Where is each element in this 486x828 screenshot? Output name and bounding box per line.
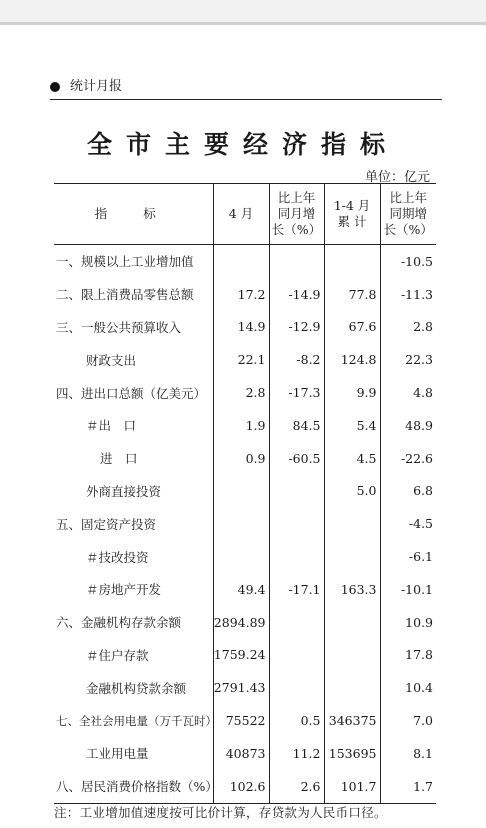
ytd-value: 77.8 — [324, 278, 380, 311]
april-growth: 0.5 — [269, 704, 324, 737]
unit-label: 单位：亿元 — [364, 170, 430, 185]
indicator-name: ＃住户存款 — [86, 647, 149, 663]
april-growth — [269, 671, 324, 704]
indicator-name: 五、固定资产投资 — [56, 516, 157, 532]
indicator-name: 七、全社会用电量（万千瓦时） — [56, 713, 217, 728]
april-value: 0.9 — [213, 442, 269, 475]
april-growth: 11.2 — [269, 737, 324, 770]
column-header-line: 同月增 — [277, 206, 316, 221]
ytd-value — [324, 507, 380, 540]
table-row — [54, 507, 436, 540]
ytd-value — [324, 540, 380, 573]
ytd-value: 4.5 — [324, 442, 380, 475]
indicator-name: 八、居民消费价格指数（%） — [54, 770, 213, 803]
april-growth — [269, 606, 324, 639]
table-row — [54, 639, 436, 672]
april-value: 22.1 — [213, 343, 269, 376]
ytd-growth: 2.8 — [380, 311, 436, 344]
column-header-line: 指 标 — [94, 206, 172, 221]
section-header — [50, 79, 442, 100]
ytd-value: 163.3 — [324, 573, 380, 606]
table-row — [54, 671, 436, 704]
column-header-ytd — [324, 184, 380, 245]
indicator-name: 工业用电量 — [86, 746, 149, 762]
april-value: 1759.24 — [213, 639, 269, 672]
ytd-growth: 8.1 — [380, 737, 436, 770]
april-growth — [269, 245, 324, 278]
indicator-name: ＃出 口 — [86, 418, 137, 434]
ytd-value — [324, 245, 380, 278]
ytd-growth: -10.5 — [380, 245, 436, 278]
indicator-name: 财政支出 — [86, 352, 137, 368]
ytd-growth: 22.3 — [380, 343, 436, 376]
april-growth: -12.9 — [269, 311, 324, 344]
section-title: 统计月报 — [70, 79, 123, 94]
april-growth: -60.5 — [269, 442, 324, 475]
ytd-value — [324, 606, 380, 639]
april-value: 102.6 — [213, 770, 269, 803]
ytd-growth: 10.9 — [380, 606, 436, 639]
indicators-table — [54, 183, 436, 804]
table-row — [54, 376, 436, 409]
ytd-value: 5.4 — [324, 409, 380, 442]
column-header-line: 长（%） — [383, 222, 433, 237]
april-value: 2.8 — [213, 376, 269, 409]
ytd-growth: -10.1 — [380, 573, 436, 606]
table-row — [54, 343, 436, 376]
april-value — [213, 507, 269, 540]
column-header-line: 1-4 月 — [333, 198, 371, 213]
april-value — [213, 540, 269, 573]
indicator-name: 金融机构贷款余额 — [86, 680, 187, 696]
april-growth: -17.3 — [269, 376, 324, 409]
april-value: 49.4 — [213, 573, 269, 606]
april-value — [213, 245, 269, 278]
table-header-row — [54, 184, 436, 245]
indicator-name: ＃技改投资 — [86, 549, 149, 565]
april-growth — [269, 540, 324, 573]
ytd-value: 67.6 — [324, 311, 380, 344]
column-header-line: 长（%） — [271, 222, 322, 237]
table-row — [54, 540, 436, 573]
column-header-line: 比上年 — [277, 190, 316, 205]
april-value — [213, 475, 269, 508]
column-header-line: 累 计 — [337, 214, 367, 229]
april-growth: 84.5 — [269, 409, 324, 442]
table-row — [54, 409, 436, 442]
ytd-growth: 17.8 — [380, 639, 436, 672]
april-growth — [269, 639, 324, 672]
april-growth — [269, 475, 324, 508]
indicator-name: 一、规模以上工业增加值 — [56, 254, 194, 270]
april-growth: 2.6 — [269, 770, 324, 803]
ytd-value: 153695 — [324, 737, 380, 770]
ytd-growth: 4.8 — [380, 376, 436, 409]
table-row — [54, 573, 436, 606]
april-value: 75522 — [213, 704, 269, 737]
bullet-icon — [50, 82, 60, 92]
ytd-value: 346375 — [324, 704, 380, 737]
april-value: 1.9 — [213, 409, 269, 442]
ytd-growth: -22.6 — [380, 442, 436, 475]
table-row — [54, 606, 436, 639]
table-row — [54, 770, 436, 803]
ytd-growth: -6.1 — [380, 540, 436, 573]
april-value: 2791.43 — [213, 671, 269, 704]
table-row — [54, 475, 436, 508]
ytd-value: 101.7 — [324, 770, 380, 803]
indicator-name: 外商直接投资 — [86, 483, 162, 499]
april-value: 17.2 — [213, 278, 269, 311]
ytd-growth: 7.0 — [380, 704, 436, 737]
april-growth: -17.1 — [269, 573, 324, 606]
ytd-value — [324, 639, 380, 672]
indicator-name: 六、金融机构存款余额 — [56, 615, 182, 631]
ytd-growth: 1.7 — [380, 770, 436, 803]
column-header-line: 4 月 — [228, 206, 254, 221]
column-header-ytd-growth — [380, 184, 436, 245]
table-row — [54, 737, 436, 770]
ytd-growth: -4.5 — [380, 507, 436, 540]
ytd-growth: 10.4 — [380, 671, 436, 704]
ytd-value: 124.8 — [324, 343, 380, 376]
april-value: 40873 — [213, 737, 269, 770]
column-header-april — [213, 184, 269, 245]
table-row — [54, 704, 436, 737]
column-header-april-growth — [269, 184, 324, 245]
april-value: 14.9 — [213, 311, 269, 344]
page-title: 全市主要经济指标 — [86, 130, 399, 159]
indicator-name: 二、限上消费品零售总额 — [56, 287, 194, 303]
indicator-name: 四、进出口总额（亿美元） — [56, 385, 207, 401]
april-growth: -8.2 — [269, 343, 324, 376]
ytd-growth: 6.8 — [380, 475, 436, 508]
ytd-value — [324, 671, 380, 704]
april-value: 2894.89 — [213, 606, 269, 639]
footnote: 注：工业增加值速度按可比价计算，存贷款为人民币口径。 — [54, 805, 387, 820]
ytd-value: 5.0 — [324, 475, 380, 508]
indicator-name: ＃房地产开发 — [86, 582, 162, 598]
april-growth: -14.9 — [269, 278, 324, 311]
top-bar — [0, 0, 486, 25]
table-row — [54, 311, 436, 344]
column-header-line: 比上年 — [389, 190, 427, 205]
ytd-growth: -11.3 — [380, 278, 436, 311]
column-header-indicator — [54, 184, 213, 245]
ytd-value: 9.9 — [324, 376, 380, 409]
indicator-name: 进 口 — [100, 451, 138, 467]
april-growth — [269, 507, 324, 540]
table-row — [54, 245, 436, 278]
ytd-growth: 48.9 — [380, 409, 436, 442]
column-header-line: 同期增 — [389, 206, 427, 221]
table-row — [54, 278, 436, 311]
table-row — [54, 442, 436, 475]
indicator-name: 三、一般公共预算收入 — [56, 319, 182, 335]
